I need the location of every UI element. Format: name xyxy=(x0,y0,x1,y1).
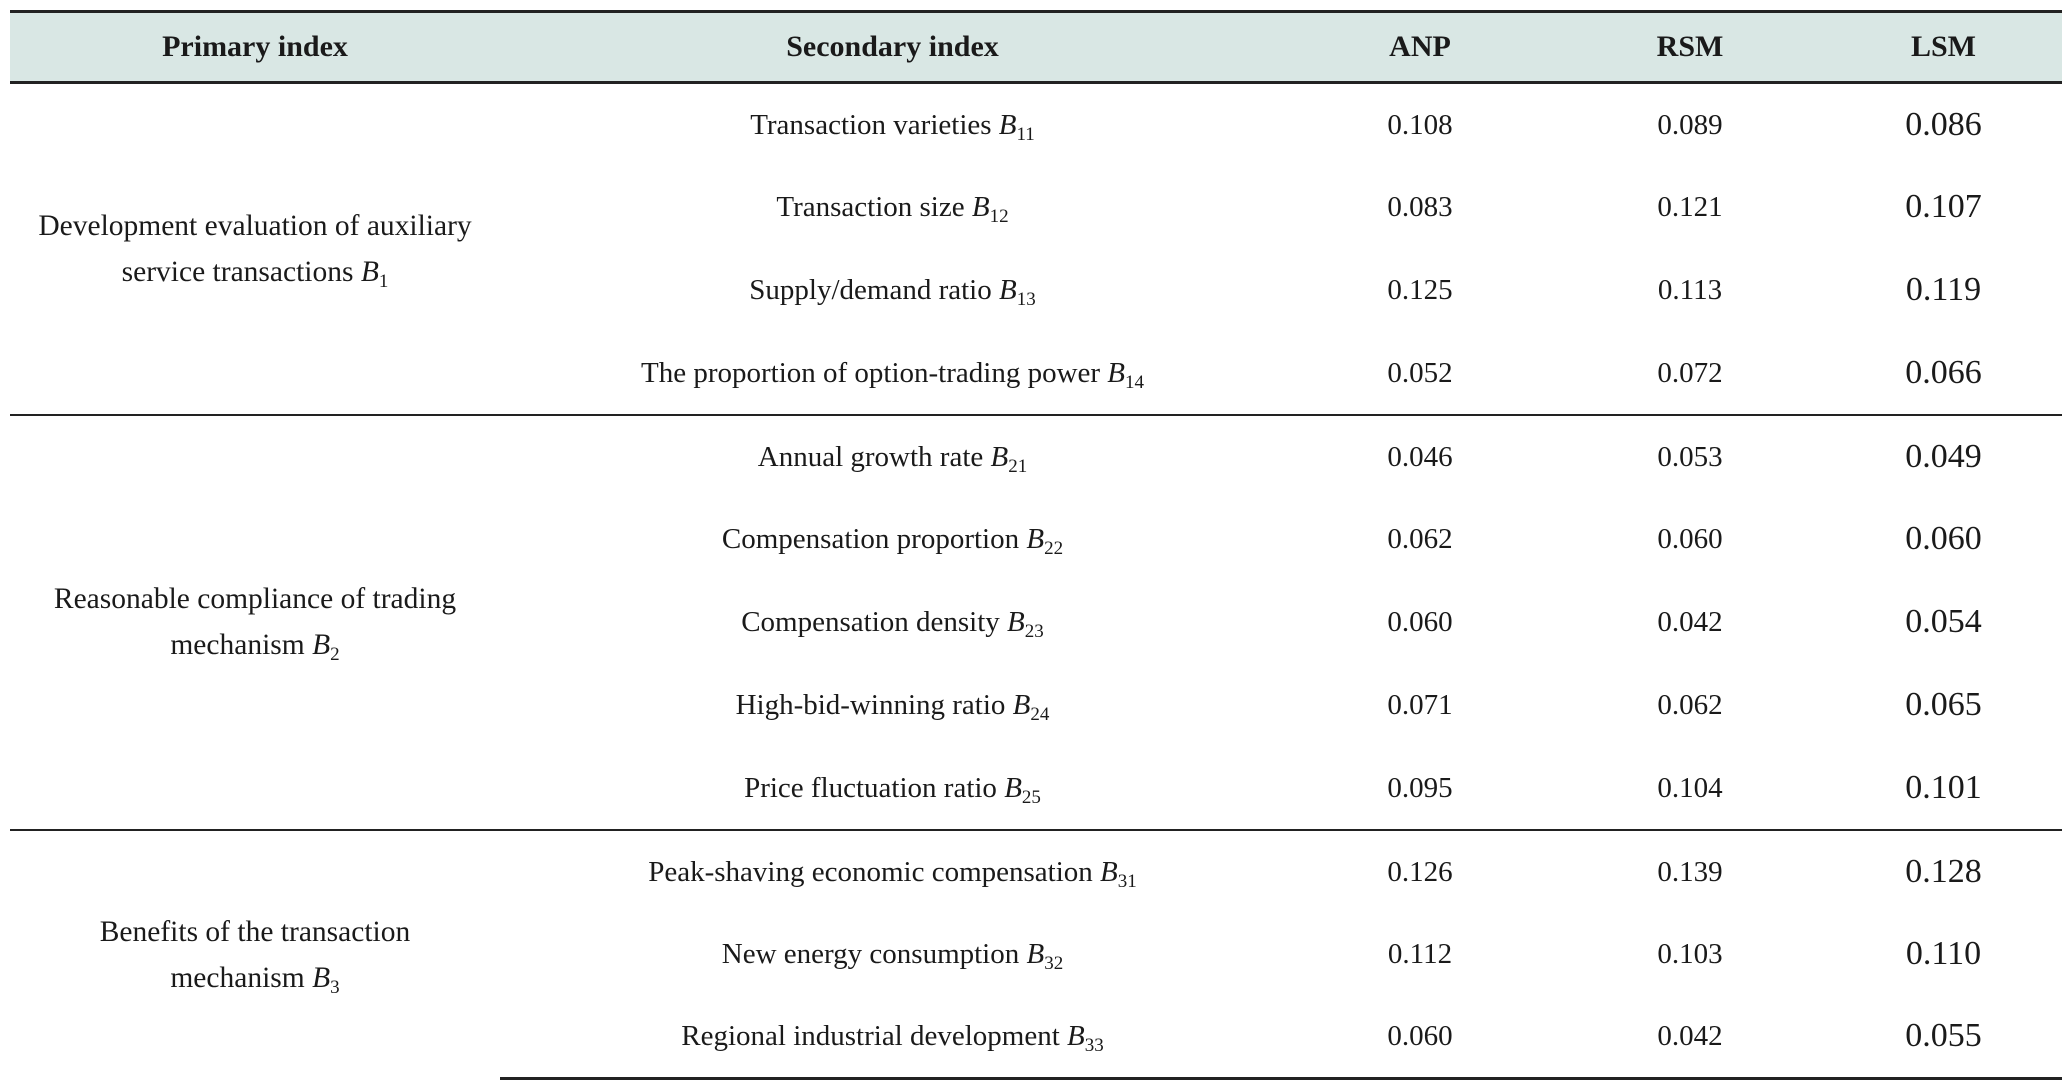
anp-value: 0.095 xyxy=(1387,771,1453,804)
secondary-index-subscript: 25 xyxy=(1021,786,1041,808)
secondary-index-subscript: 12 xyxy=(989,206,1009,227)
secondary-index-label: The proportion of option-trading power xyxy=(640,356,1101,389)
secondary-index-cell xyxy=(500,830,1285,913)
secondary-index-symbol: B xyxy=(1067,1020,1085,1053)
secondary-index-cell xyxy=(500,581,1285,664)
secondary-index-symbol: B xyxy=(1007,606,1025,638)
anp-value: 0.060 xyxy=(1387,606,1453,638)
lsm-value: 0.054 xyxy=(1905,603,1982,640)
lsm-value: 0.060 xyxy=(1905,520,1982,557)
primary-index-cell xyxy=(10,83,500,415)
secondary-index-cell xyxy=(500,498,1285,581)
secondary-index-cell xyxy=(500,249,1285,332)
primary-index-symbol: B xyxy=(312,961,331,994)
lsm-value: 0.107 xyxy=(1905,188,1982,225)
lsm-value: 0.119 xyxy=(1905,271,1982,308)
secondary-index-label: High-bid-winning ratio xyxy=(735,689,1006,721)
secondary-index-label: Supply/demand ratio xyxy=(749,274,992,306)
secondary-index-subscript: 32 xyxy=(1044,953,1064,974)
anp-value: 0.108 xyxy=(1387,108,1453,141)
rsm-value: 0.062 xyxy=(1657,689,1723,721)
secondary-index-label: Regional industrial development xyxy=(681,1020,1060,1053)
secondary-index-symbol: B xyxy=(1026,523,1045,555)
header-primary-index: Primary index xyxy=(10,12,500,83)
lsm-value: 0.110 xyxy=(1905,935,1982,972)
table-row xyxy=(10,83,2062,166)
lsm-value: 0.049 xyxy=(1825,415,2062,498)
secondary-index-cell xyxy=(500,332,1285,415)
primary-index-symbol: B xyxy=(312,629,331,661)
rsm-value: 0.113 xyxy=(1657,274,1723,306)
secondary-index-cell xyxy=(500,166,1285,249)
secondary-index-symbol: B xyxy=(998,108,1017,141)
rsm-value: 0.139 xyxy=(1555,830,1825,913)
anp-value: 0.052 xyxy=(1387,356,1453,389)
index-group xyxy=(10,830,2062,1079)
secondary-index-label: Transaction varieties xyxy=(750,108,992,141)
header-rsm: RSM xyxy=(1555,12,1825,83)
primary-index-subscript: 3 xyxy=(330,976,340,998)
lsm-value: 0.086 xyxy=(1905,105,1982,143)
secondary-index-subscript: 31 xyxy=(1117,870,1137,892)
secondary-index-label: Annual growth rate xyxy=(757,440,984,473)
secondary-index-cell xyxy=(500,664,1285,747)
secondary-index-symbol: B xyxy=(1026,938,1045,970)
primary-index-label: Reasonable compliance of trading mechanism xyxy=(53,583,457,661)
secondary-index-subscript: 14 xyxy=(1125,371,1145,393)
secondary-index-subscript: 33 xyxy=(1084,1035,1104,1057)
secondary-index-symbol: B xyxy=(1107,356,1126,389)
anp-value: 0.126 xyxy=(1285,830,1555,913)
secondary-index-label: New energy consumption xyxy=(721,938,1020,970)
anp-value: 0.071 xyxy=(1387,689,1453,721)
lsm-value: 0.066 xyxy=(1905,353,1982,391)
anp-value: 0.112 xyxy=(1387,938,1453,970)
rsm-value: 0.060 xyxy=(1657,523,1723,555)
secondary-index-subscript: 21 xyxy=(1008,455,1028,477)
header-lsm: LSM xyxy=(1825,12,2062,83)
secondary-index-label: Transaction size xyxy=(776,191,965,223)
secondary-index-symbol: B xyxy=(1004,771,1022,804)
header-row xyxy=(10,12,2062,83)
secondary-index-symbol: B xyxy=(1012,689,1031,721)
index-group xyxy=(10,415,2062,830)
anp-value: 0.083 xyxy=(1387,191,1453,223)
secondary-index-label: Compensation density xyxy=(741,606,1000,638)
rsm-value: 0.072 xyxy=(1657,356,1723,389)
secondary-index-label: Price fluctuation ratio xyxy=(744,771,997,804)
rsm-value: 0.042 xyxy=(1657,606,1723,638)
lsm-value: 0.065 xyxy=(1905,686,1982,723)
rsm-value: 0.103 xyxy=(1657,938,1723,970)
table-header xyxy=(10,12,2062,83)
secondary-index-cell xyxy=(500,996,1285,1079)
anp-value: 0.060 xyxy=(1285,996,1555,1079)
primary-index-label: Benefits of the transaction mechanism xyxy=(99,915,411,994)
secondary-index-symbol: B xyxy=(998,274,1017,306)
secondary-index-symbol: B xyxy=(1100,855,1118,888)
secondary-index-subscript: 24 xyxy=(1030,704,1050,725)
rsm-value: 0.053 xyxy=(1555,415,1825,498)
primary-index-cell xyxy=(10,830,500,1079)
primary-index-label: Development evaluation of auxiliary service transactions xyxy=(38,209,472,288)
secondary-index-label: Peak-shaving economic compensation xyxy=(648,855,1093,888)
primary-index-subscript: 2 xyxy=(330,644,340,665)
anp-value: 0.062 xyxy=(1387,523,1453,555)
primary-index-symbol: B xyxy=(360,255,379,288)
index-group xyxy=(10,83,2062,415)
primary-index-cell xyxy=(10,415,500,830)
rsm-value: 0.042 xyxy=(1555,996,1825,1079)
secondary-index-cell xyxy=(500,415,1285,498)
secondary-index-subscript: 22 xyxy=(1044,538,1064,559)
secondary-index-symbol: B xyxy=(971,191,990,223)
anp-value: 0.046 xyxy=(1285,415,1555,498)
primary-index-subscript: 1 xyxy=(378,270,389,292)
lsm-value: 0.128 xyxy=(1825,830,2062,913)
secondary-index-subscript: 11 xyxy=(1016,123,1035,145)
secondary-index-label: Compensation proportion xyxy=(721,523,1020,555)
secondary-index-subscript: 13 xyxy=(1016,289,1036,310)
table-row xyxy=(10,830,2062,913)
header-secondary-index: Secondary index xyxy=(500,12,1285,83)
table-row xyxy=(10,415,2062,498)
lsm-value: 0.101 xyxy=(1905,768,1982,806)
index-weights-table xyxy=(10,10,2062,1080)
header-anp: ANP xyxy=(1285,12,1555,83)
secondary-index-cell xyxy=(500,913,1285,996)
secondary-index-subscript: 23 xyxy=(1024,621,1044,642)
secondary-index-symbol: B xyxy=(990,440,1009,473)
secondary-index-cell xyxy=(500,83,1285,166)
lsm-value: 0.055 xyxy=(1825,996,2062,1079)
rsm-value: 0.121 xyxy=(1657,191,1723,223)
rsm-value: 0.089 xyxy=(1657,108,1723,141)
secondary-index-cell xyxy=(500,747,1285,830)
rsm-value: 0.104 xyxy=(1657,771,1723,804)
anp-value: 0.125 xyxy=(1387,274,1453,306)
